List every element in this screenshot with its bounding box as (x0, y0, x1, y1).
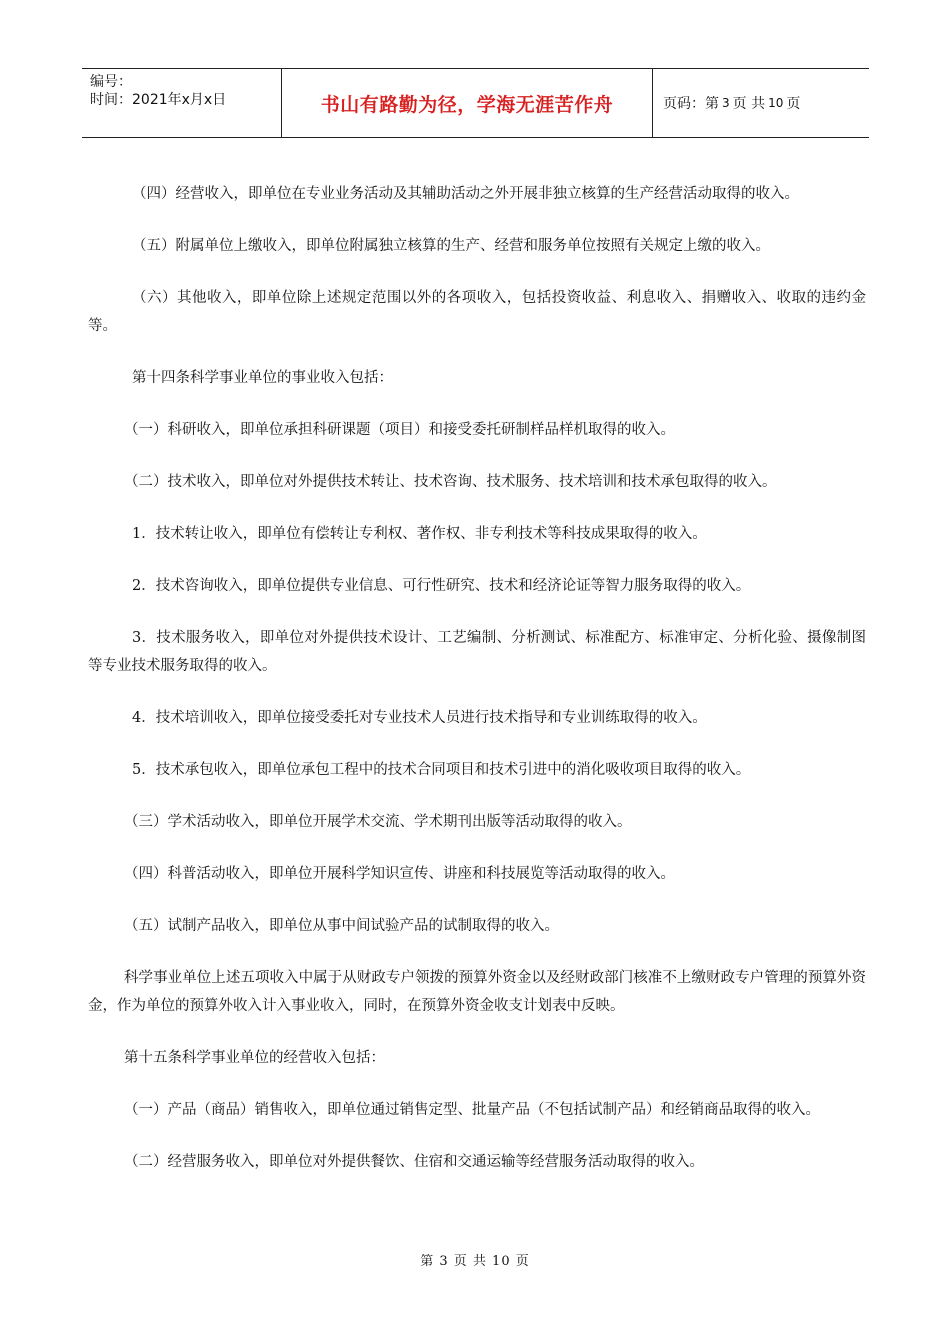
paragraph: （四）经营收入，即单位在专业业务活动及其辅助活动之外开展非独立核算的生产经营活动取得的收入。 (132, 186, 799, 202)
paragraph: 3．技术服务收入，即单位对外提供技术设计、工艺编制、分析测试、标准配方、标准审定、分析化验、摄像制图等专业技术服务取得的收入。 (88, 630, 866, 674)
document-number-label: 编号： (90, 74, 132, 90)
page-prefix: 页码：第 (663, 96, 719, 112)
paragraph: （一）产品（商品）销售收入，即单位通过销售定型、批量产品（不包括试制产品）和经销商品取得的收入。 (124, 1102, 820, 1118)
header-page-cell (653, 69, 869, 137)
paragraph: （二）技术收入，即单位对外提供技术转让、技术咨询、技术服务、技术培训和技术承包取得的收入。 (124, 474, 777, 490)
document-date-label: 时间：2021年x月x日 (90, 92, 227, 108)
paragraph: 科学事业单位上述五项收入中属于从财政专户领拨的预算外资金以及经财政部门核准不上缴财政专户管理的预算外资金，作为单位的预算外收入计入事业收入，同时，在预算外资金收支计划表中反映。 (88, 970, 866, 1014)
page-header (82, 68, 869, 138)
paragraph: 5．技术承包收入，即单位承包工程中的技术合同项目和技术引进中的消化吸收项目取得的收入。 (132, 762, 751, 778)
paragraph: （三）学术活动收入，即单位开展学术交流、学术期刊出版等活动取得的收入。 (124, 814, 632, 830)
paragraph: （五）附属单位上缴收入，即单位附属独立核算的生产、经营和服务单位按照有关规定上缴的收入。 (132, 238, 770, 254)
paragraph: （一）科研收入，即单位承担科研课题（项目）和接受委托研制样品样机取得的收入。 (124, 422, 675, 438)
page-total-number: 10 (768, 96, 784, 110)
document-body (88, 180, 866, 1200)
paragraph: 1．技术转让收入，即单位有偿转让专利权、著作权、非专利技术等科技成果取得的收入。 (132, 526, 707, 542)
article-heading: 第十五条科学事业单位的经营收入包括： (124, 1050, 385, 1066)
header-meta-cell (82, 69, 282, 137)
paragraph: （六）其他收入，即单位除上述规定范围以外的各项收入，包括投资收益、利息收入、捐赠收入、收取的违约金等。 (88, 290, 866, 334)
paragraph: （四）科普活动收入，即单位开展科学知识宣传、讲座和科技展览等活动取得的收入。 (124, 866, 675, 882)
page-middle: 页 共 (732, 96, 766, 112)
page-current-number: 3 (722, 96, 730, 110)
header-motto-cell (282, 69, 653, 137)
motto-text: 书山有路勤为径，学海无涯苦作舟 (320, 93, 614, 116)
paragraph: 2．技术咨询收入，即单位提供专业信息、可行性研究、技术和经济论证等智力服务取得的收入。 (132, 578, 751, 594)
page-footer: 第 3 页 共 10 页 (420, 1254, 530, 1269)
article-heading: 第十四条科学事业单位的事业收入包括： (132, 370, 393, 386)
paragraph: 4．技术培训收入，即单位接受委托对专业技术人员进行技术指导和专业训练取得的收入。 (132, 710, 707, 726)
page-suffix: 页 (786, 96, 801, 112)
paragraph: （五）试制产品收入，即单位从事中间试验产品的试制取得的收入。 (124, 918, 559, 934)
paragraph: （二）经营服务收入，即单位对外提供餐饮、住宿和交通运输等经营服务活动取得的收入。 (124, 1154, 704, 1170)
